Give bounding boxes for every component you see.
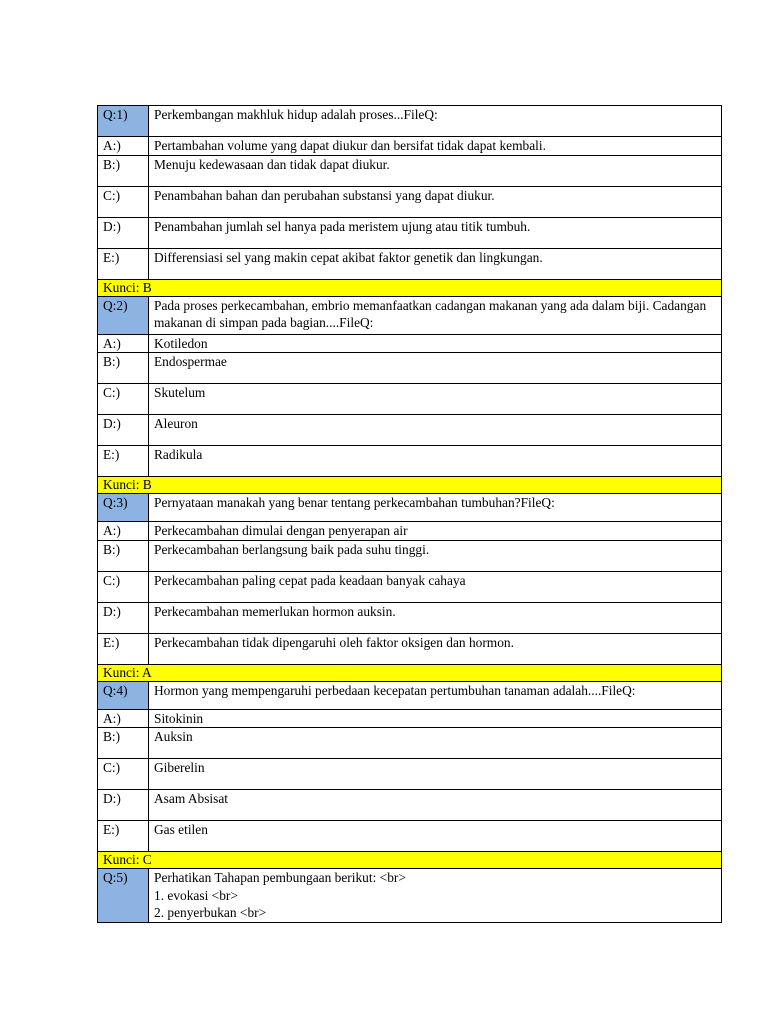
option-label: E:) — [98, 446, 149, 477]
answer-key: Kunci: C — [98, 852, 722, 869]
option-label: B:) — [98, 353, 149, 384]
option-text: Endospermae — [149, 353, 722, 384]
option-row — [98, 137, 722, 156]
option-row — [98, 790, 722, 821]
option-row — [98, 248, 722, 279]
option-row — [98, 709, 722, 728]
option-label: C:) — [98, 384, 149, 415]
option-row — [98, 633, 722, 664]
option-label: A:) — [98, 334, 149, 353]
question-number: Q:1) — [98, 106, 149, 137]
question-text: Hormon yang mempengaruhi perbedaan kecepatan pertumbuhan tanaman adalah....FileQ: — [149, 681, 722, 709]
option-text: Kotiledon — [149, 334, 722, 353]
question-number: Q:3) — [98, 494, 149, 522]
option-row — [98, 186, 722, 217]
option-label: D:) — [98, 602, 149, 633]
quiz-document — [97, 105, 722, 923]
option-label: D:) — [98, 415, 149, 446]
question-row — [98, 869, 722, 923]
option-row — [98, 602, 722, 633]
answer-key-row — [98, 852, 722, 869]
answer-key-row — [98, 279, 722, 296]
option-label: A:) — [98, 137, 149, 156]
option-text: Perkecambahan memerlukan hormon auksin. — [149, 602, 722, 633]
question-number: Q:4) — [98, 681, 149, 709]
option-label: E:) — [98, 633, 149, 664]
option-text: Menuju kedewasaan dan tidak dapat diukur. — [149, 155, 722, 186]
option-row — [98, 353, 722, 384]
option-text: Perkecambahan berlangsung baik pada suhu tinggi. — [149, 540, 722, 571]
option-text: Penambahan bahan dan perubahan substansi yang dapat diukur. — [149, 186, 722, 217]
question-row — [98, 106, 722, 137]
answer-key: Kunci: B — [98, 477, 722, 494]
option-text: Pertambahan volume yang dapat diukur dan bersifat tidak dapat kembali. — [149, 137, 722, 156]
option-label: B:) — [98, 540, 149, 571]
option-text: Auksin — [149, 728, 722, 759]
question-number: Q:2) — [98, 296, 149, 334]
option-row — [98, 821, 722, 852]
option-text: Perkecambahan tidak dipengaruhi oleh faktor oksigen dan hormon. — [149, 633, 722, 664]
option-row — [98, 759, 722, 790]
answer-key-row — [98, 477, 722, 494]
question-text: Pada proses perkecambahan, embrio memanfaatkan cadangan makanan yang ada dalam biji. Cadangan makanan di simpan pada bagian....FileQ: — [149, 296, 722, 334]
option-label: E:) — [98, 821, 149, 852]
option-text: Skutelum — [149, 384, 722, 415]
option-text: Penambahan jumlah sel hanya pada meristem ujung atau titik tumbuh. — [149, 217, 722, 248]
option-label: C:) — [98, 571, 149, 602]
option-row — [98, 728, 722, 759]
question-number: Q:5) — [98, 869, 149, 923]
question-text: Perhatikan Tahapan pembungaan berikut: <br> 1. evokasi <br> 2. penyerbukan <br> — [149, 869, 722, 923]
option-row — [98, 571, 722, 602]
option-row — [98, 155, 722, 186]
answer-key: Kunci: B — [98, 279, 722, 296]
option-row — [98, 522, 722, 541]
option-row — [98, 446, 722, 477]
option-label: C:) — [98, 759, 149, 790]
question-row — [98, 681, 722, 709]
option-label: A:) — [98, 709, 149, 728]
option-text: Perkecambahan dimulai dengan penyerapan air — [149, 522, 722, 541]
question-text: Pernyataan manakah yang benar tentang perkecambahan tumbuhan?FileQ: — [149, 494, 722, 522]
question-text: Perkembangan makhluk hidup adalah proses...FileQ: — [149, 106, 722, 137]
answer-key: Kunci: A — [98, 664, 722, 681]
option-text: Aleuron — [149, 415, 722, 446]
option-text: Asam Absisat — [149, 790, 722, 821]
question-row — [98, 494, 722, 522]
option-text: Giberelin — [149, 759, 722, 790]
option-text: Sitokinin — [149, 709, 722, 728]
option-label: E:) — [98, 248, 149, 279]
option-label: D:) — [98, 790, 149, 821]
option-label: B:) — [98, 728, 149, 759]
option-text: Perkecambahan paling cepat pada keadaan banyak cahaya — [149, 571, 722, 602]
option-text: Radikula — [149, 446, 722, 477]
option-label: C:) — [98, 186, 149, 217]
option-row — [98, 540, 722, 571]
option-row — [98, 334, 722, 353]
option-label: B:) — [98, 155, 149, 186]
option-label: D:) — [98, 217, 149, 248]
option-label: A:) — [98, 522, 149, 541]
option-row — [98, 217, 722, 248]
answer-key-row — [98, 664, 722, 681]
option-row — [98, 384, 722, 415]
question-row — [98, 296, 722, 334]
option-text: Differensiasi sel yang makin cepat akibat faktor genetik dan lingkungan. — [149, 248, 722, 279]
quiz-table — [97, 105, 722, 923]
option-row — [98, 415, 722, 446]
option-text: Gas etilen — [149, 821, 722, 852]
